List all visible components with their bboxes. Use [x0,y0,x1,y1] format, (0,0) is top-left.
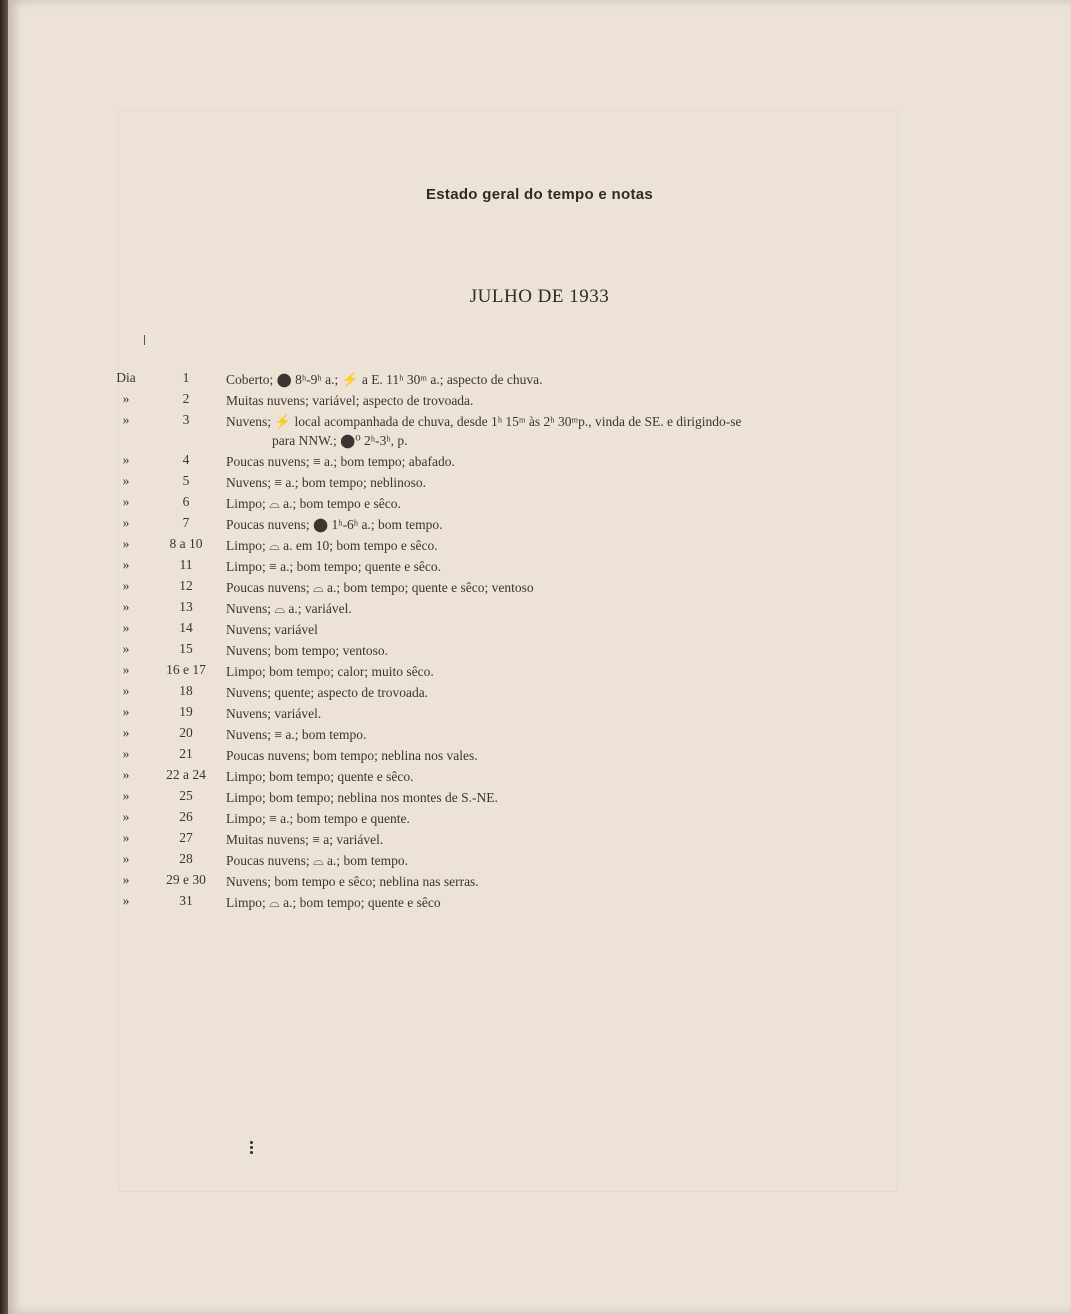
row-note [226,391,906,410]
row-label: Dia [116,370,136,385]
row-note-text: Nuvens; ≡ a.; bom tempo. [226,727,367,742]
table-row [8,368,1071,389]
row-label: » [122,412,130,427]
book-binding-edge [0,0,8,1314]
row-note [226,851,906,870]
table-row [8,597,1071,618]
row-note-text: Coberto; ⬤ 8ʰ-9ʰ a.; ⚡ a E. 11ʰ 30ᵐ a.; aspecto de chuva. [226,372,543,387]
row-note-text: Muitas nuvens; variável; aspecto de trovoada. [226,393,474,408]
table-row [8,555,1071,576]
table-row [8,891,1071,912]
row-label: » [122,578,130,593]
row-day: 22 a 24 [166,767,206,782]
table-row [8,534,1071,555]
row-note [226,872,906,891]
row-day: 13 [179,599,193,614]
row-day: 4 [182,452,190,467]
row-note-text: Poucas nuvens; ⌓ a.; bom tempo; quente e sêco; ventoso [226,580,534,595]
print-mark [144,335,145,345]
row-label: » [122,683,130,698]
row-note-text: Nuvens; ⚡ local acompanhada de chuva, desde 1ʰ 15ᵐ às 2ʰ 30ᵐp., vinda de SE. e dirigindo-se [226,414,742,429]
table-row [8,389,1071,410]
row-note [226,683,906,702]
row-day: 20 [179,725,193,740]
row-day: 16 e 17 [166,662,206,677]
row-note [226,725,906,744]
table-row [8,492,1071,513]
row-label: » [122,620,130,635]
row-note [226,662,906,681]
table-row [8,870,1071,891]
row-note-text: Poucas nuvens; ⬤ 1ʰ-6ʰ a.; bom tempo. [226,517,443,532]
row-note [226,893,906,912]
row-note [226,788,906,807]
row-label: » [122,473,130,488]
row-note-text: Nuvens; variável. [226,706,322,721]
row-note-text: Limpo; ⌓ a.; bom tempo e sêco. [226,496,401,511]
row-day: 25 [179,788,193,803]
row-note-text: Limpo; bom tempo; calor; muito sêco. [226,664,434,679]
row-label: » [122,893,130,908]
row-label: » [122,641,130,656]
weather-notes-table [8,368,1071,912]
row-label: » [122,452,130,467]
table-row [8,450,1071,471]
row-day: 14 [179,620,193,635]
row-note [226,412,906,450]
table-row [8,660,1071,681]
table-row [8,702,1071,723]
row-day: 11 [179,557,193,572]
row-note-text: Nuvens; variável [226,622,318,637]
row-label: » [122,725,130,740]
table-row [8,744,1071,765]
row-day: 31 [179,893,193,908]
row-note-text: Limpo; ⌓ a.; bom tempo; quente e sêco [226,895,441,910]
row-day: 8 a 10 [169,536,203,551]
row-note [226,452,906,471]
row-note-text: Poucas nuvens; ⌓ a.; bom tempo. [226,853,409,868]
page-heading: Estado geral do tempo e notas [425,186,654,203]
row-note [226,515,906,534]
row-note-text: Limpo; ⌓ a. em 10; bom tempo e sêco. [226,538,438,553]
table-row [8,828,1071,849]
month-title: JULHO DE 1933 [469,286,610,307]
row-note-text: Limpo; bom tempo; quente e sêco. [226,769,414,784]
row-day: 28 [179,851,193,866]
row-day: 6 [182,494,190,509]
row-label: » [122,536,130,551]
row-label: » [122,494,130,509]
table-row [8,786,1071,807]
row-day: 7 [182,515,190,530]
table-row [8,471,1071,492]
row-label: » [122,788,130,803]
row-label: » [122,391,130,406]
row-day: 15 [179,641,193,656]
row-note [226,473,906,492]
table-row [8,807,1071,828]
row-note-text: Nuvens; ⌓ a.; variável. [226,601,352,616]
row-day: 12 [179,578,193,593]
row-day: 5 [182,473,190,488]
row-note [226,578,906,597]
row-note-text: Poucas nuvens; bom tempo; neblina nos vales. [226,748,478,763]
row-note [226,809,906,828]
row-note [226,830,906,849]
table-row [8,681,1071,702]
row-day: 3 [182,412,190,427]
row-day: 21 [179,746,193,761]
row-note-text: Muitas nuvens; ≡ a; variável. [226,832,384,847]
row-day: 26 [179,809,193,824]
row-label: » [122,746,130,761]
row-day: 19 [179,704,193,719]
row-day: 29 e 30 [166,872,206,887]
row-note-continuation: para NNW.; ⬤⁰ 2ʰ-3ʰ, p. [272,433,408,448]
row-note-text: Limpo; bom tempo; neblina nos montes de S.-NE. [226,790,498,805]
row-note [226,620,906,639]
table-row [8,618,1071,639]
row-day: 27 [179,830,193,845]
row-label: » [122,557,130,572]
table-row [8,849,1071,870]
table-row [8,723,1071,744]
table-row [8,576,1071,597]
row-note [226,704,906,723]
print-mark-dots [250,1140,253,1154]
row-label: » [122,830,130,845]
row-day: 2 [182,391,190,406]
row-label: » [122,851,130,866]
row-note-text: Nuvens; quente; aspecto de trovoada. [226,685,429,700]
row-note-text: Poucas nuvens; ≡ a.; bom tempo; abafado. [226,454,455,469]
row-note [226,746,906,765]
row-label: » [122,662,130,677]
row-note [226,557,906,576]
row-day: 18 [179,683,193,698]
table-row [8,639,1071,660]
row-note [226,641,906,660]
document-page [8,0,1071,1314]
row-note-text: Nuvens; bom tempo e sêco; neblina nas serras. [226,874,479,889]
row-label: » [122,809,130,824]
row-label: » [122,599,130,614]
row-note [226,370,906,389]
row-note [226,494,906,513]
row-note [226,767,906,786]
row-note [226,536,906,555]
table-row [8,410,1071,450]
row-label: » [122,767,130,782]
row-day: 1 [182,370,190,385]
table-row [8,513,1071,534]
row-label: » [122,872,130,887]
row-label: » [122,515,130,530]
row-note-text: Nuvens; ≡ a.; bom tempo; neblinoso. [226,475,426,490]
table-row [8,765,1071,786]
row-note-text: Nuvens; bom tempo; ventoso. [226,643,388,658]
row-note [226,599,906,618]
row-note-text: Limpo; ≡ a.; bom tempo; quente e sêco. [226,559,441,574]
row-note-text: Limpo; ≡ a.; bom tempo e quente. [226,811,410,826]
row-label: » [122,704,130,719]
